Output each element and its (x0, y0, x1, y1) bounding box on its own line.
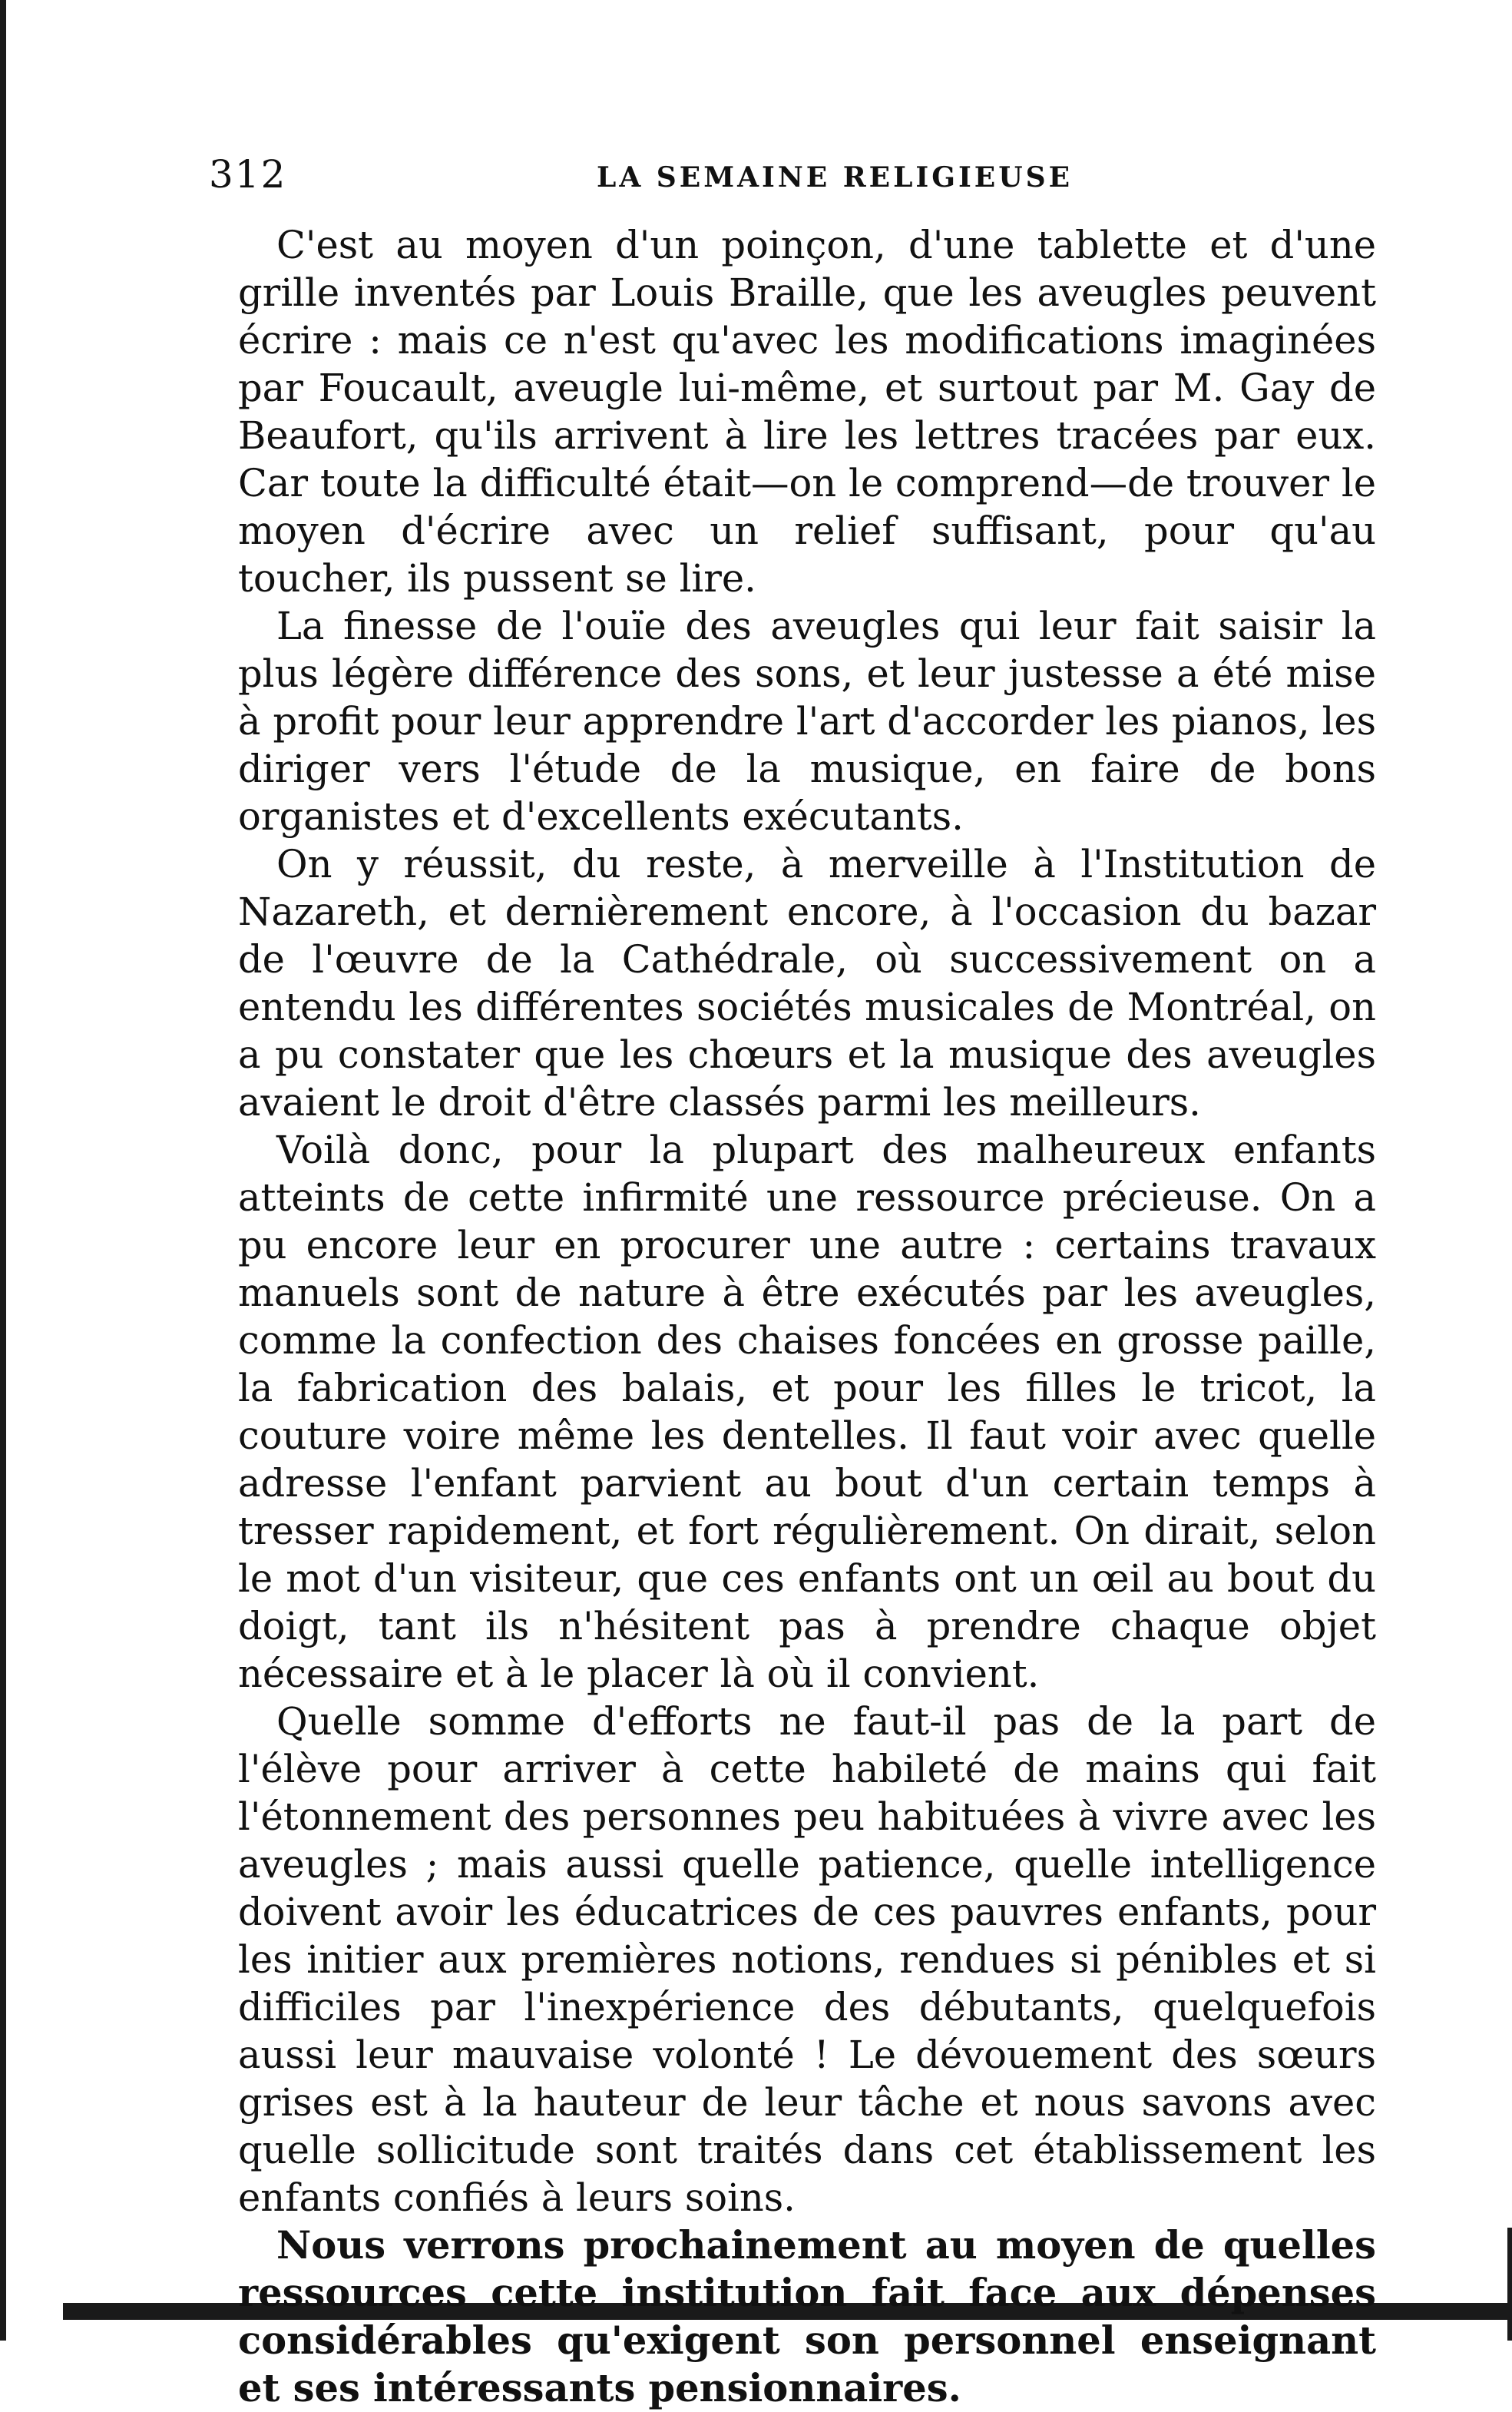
paragraph-braille: C'est au moyen d'un poinçon, d'une tablette et d'une grille inventés par Louis Braille, que les aveugles peuvent écrire : mais ce n'est qu'avec les modifications imaginées par Foucault, aveugle lui-même, et surtout par M. Gay de Beaufort, qu'ils arrivent à lire les lettres tracées par eux. Car toute la difficulté était—on le comprend—de trouver le moyen d'écrire avec un relief suffisant, pour qu'au toucher, ils pussent se lire. (238, 223, 1376, 601)
running-title: LA SEMAINE RELIGIEUSE (597, 161, 1074, 194)
article-body (238, 221, 1376, 2412)
paragraph-patience: Quelle somme d'efforts ne faut-il pas de la part de l'élève pour arriver à cette habileté de mains qui fait l'étonnement des personnes peu habituées à vivre avec les aveugles ; mais aussi quelle patience, quelle intelligence doivent avoir les éducatrices de ces pauvres enfants, pour les initier aux premières notions, rendues si pénibles et si difficiles par l'inexpérience des débutants, quelquefois aussi leur mauvaise volonté ! Le dévouement des sœurs grises est à la hauteur de leur tâche et nous savons avec quelle sollicitude sont traités dans cet établissement les enfants confiés à leurs soins. (238, 1699, 1376, 2220)
page-number: 312 (209, 152, 287, 197)
paragraph-nazareth: On y réussit, du reste, à merveille à l'Institution de Nazareth, et dernièrement encore, à l'occasion du bazar de l'œuvre de la Cathédrale, où successivement on a entendu les différentes sociétés musicales de Montréal, on a pu constater que les chœurs et la musique des aveugles avaient le droit d'être classés parmi les meilleurs. (238, 842, 1376, 1125)
paragraph-closing: Nous verrons prochainement au moyen de quelles ressources cette institution fait face aux dépenses considérables qu'exigent son personnel enseignant et ses intéressants pensionnaires. (238, 2223, 1376, 2410)
paragraph-manual-work: Voilà donc, pour la plupart des malheureux enfants atteints de cette infirmité une ressource précieuse. On a pu encore leur en procurer une autre : certains travaux manuels sont de nature à être exécutés par les aveugles, comme la confection des chaises foncées en grosse paille, la fabrication des balais, et pour les filles le tricot, la couture voire même les dentelles. Il faut voir avec quelle adresse l'enfant parvient au bout d'un certain temps à tresser rapidement, et fort régulièrement. On dirait, selon le mot d'un visiteur, que ces enfants ont un œil au bout du doigt, tant ils n'hésitent pas à prendre chaque objet nécessaire et à le placer là où il convient. (238, 1128, 1376, 1696)
right-scan-border (1507, 2228, 1512, 2341)
paragraph-music: La finesse de l'ouïe des aveugles qui leur fait saisir la plus légère différence des sons, et leur justesse a été mise à profit pour leur apprendre l'art d'accorder les pianos, les diriger vers l'étude de la musique, en faire de bons organistes et d'excellents exécutants. (238, 604, 1376, 839)
page-header (209, 152, 1376, 206)
left-scan-border (0, 0, 6, 2341)
